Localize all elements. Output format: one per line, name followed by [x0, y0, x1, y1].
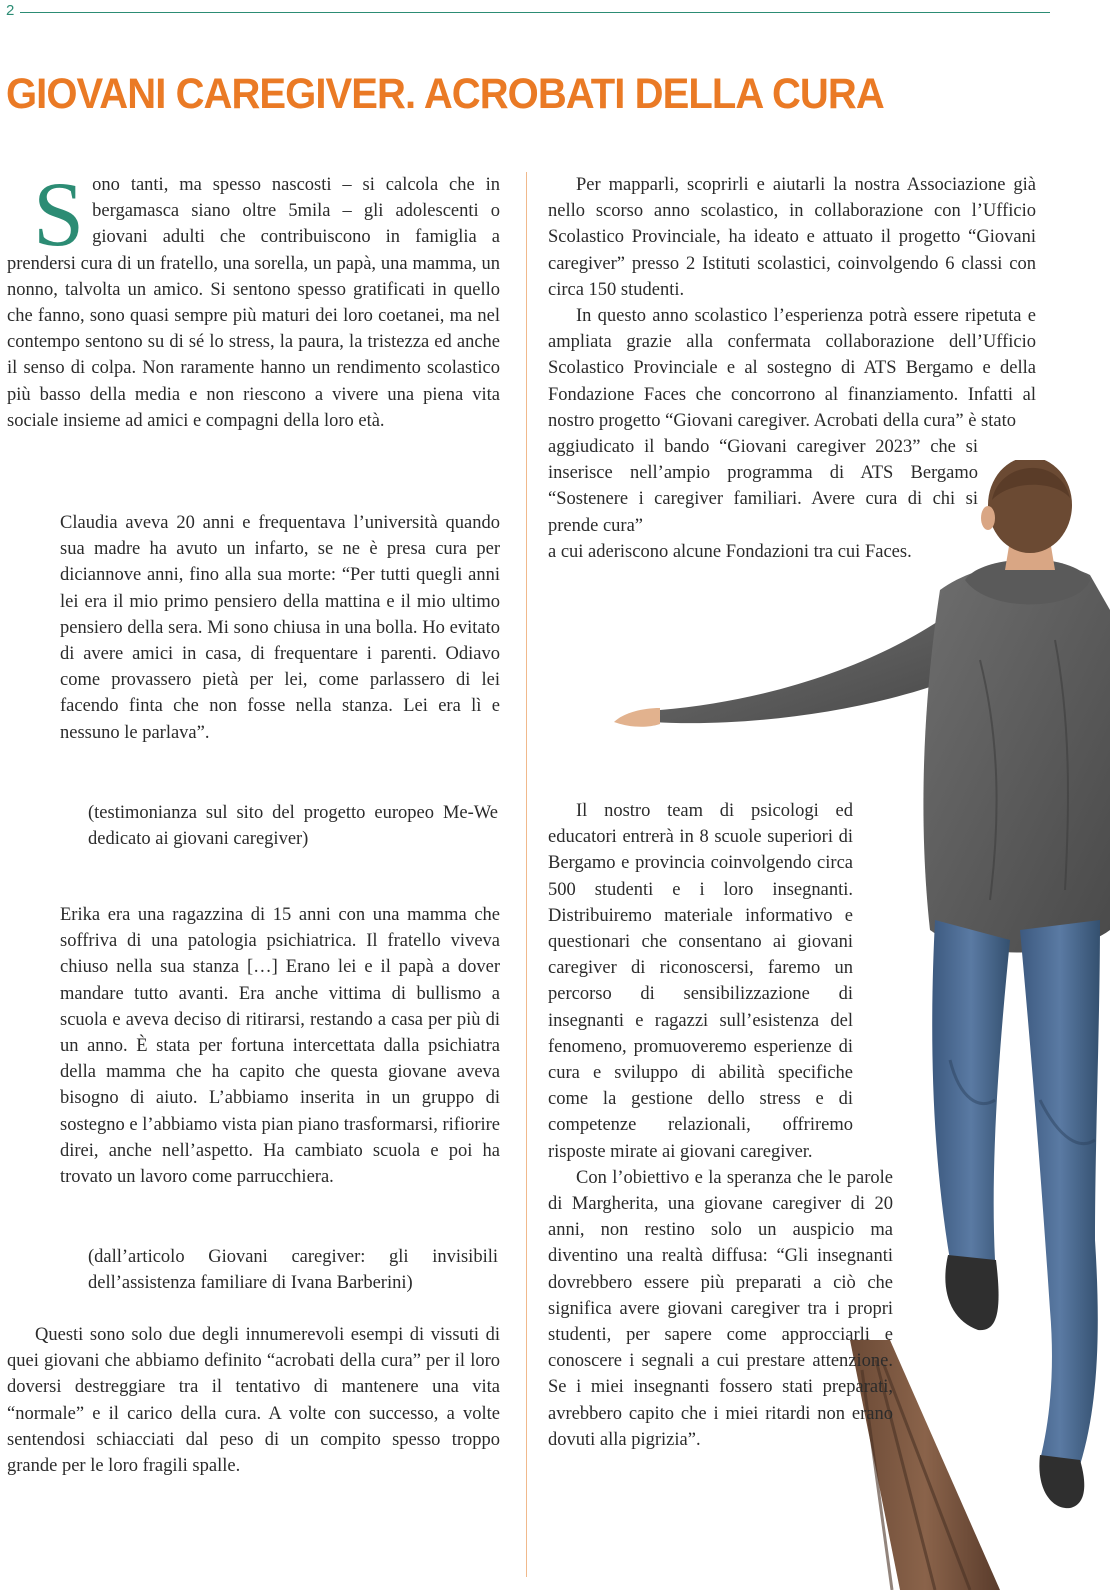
intro-paragraph: [7, 163, 500, 434]
column-divider: [526, 172, 527, 1577]
left-leg: [1020, 920, 1100, 1465]
left-hand: [614, 708, 660, 727]
left-arm: [652, 620, 950, 723]
project-paragraph-2-cont: aggiudicato il bando “Giovani caregiver 2023” che si inserisce nell’ampio programma di ATS Bergamo “Sostenere i caregiver familiari. Avere cura di chi si prende cura”: [548, 437, 978, 536]
testimony-claudia: Claudia aveva 20 anni e frequentava l’università quando sua madre ha avuto un infarto, se ne è presa cura per diciannove anni, fino alla sua morte: “Per tutti quegli anni lei era il mio primo pensiero della mattina e il mio ultimo pensiero della sera. Mi sono chiusa in una bolla. Ho evitato di avere amici in casa, di frequentare i parenti. Odiavo come provassero pietà per lei, come parlassero di lei facendo finta che non fosse nella stanza. Lei era lì e nessuno le parlava”.: [60, 513, 500, 743]
team-description: [548, 798, 918, 1453]
project-paragraph-2-end: a cui aderiscono alcune Fondazioni tra cui Faces.: [548, 541, 912, 562]
team-paragraph: Il nostro team di psicologi ed educatori entrerà in 8 scuole superiori di Bergamo e provincia coinvolgendo circa 500 studenti e i loro insegnanti. Distribuiremo materiale informativo e questionari che consentano ai giovani caregiver di riconoscersi, faremo un percorso di sensibilizzazione di insegnanti e ragazzi sull’esistenza del fenomeno, promuoveremo esperienze di cura e sviluppo di abilità specifiche come la gestione dello stress e di competenze relazionali, offriremo risposte mirate ai giovani caregiver.: [548, 801, 853, 1162]
shoe: [945, 1255, 998, 1330]
project-description: [548, 172, 1036, 565]
intro-text: ono tanti, ma spesso nascosti – si calcola che in bergamasca siano oltre 5mila – gli adolescenti o giovani adulti che contribuiscono in famiglia a prendersi cura di un fratello, una sorella, un papà, una mamma, un nonno, talvolta un amico. Si sentono spesso gratificati in quello che fanno, sono quasi sempre più maturi dei loro coetanei, ma nel contempo sentono su di sé lo stress, la paura, la tristezza ed anche il senso di colpa. Non raramente hanno un rendimento scolastico più basso della media e non riescono a vivere una piena vita sociale insieme ad amici e compagni della loro età.: [7, 175, 500, 431]
closing-text: Questi sono solo due degli innumerevoli esempi di vissuti di quei giovani che abbiamo definito “acrobati della cura” per il loro doversi destreggiare tra il tentativo di mantenere una vita “normale” e il carico della cura. A volte con successo, a volte sentendosi schiacciati dal peso di un compito spesso troppo grande per le loro fragili spalle.: [7, 1325, 500, 1477]
header-rule: [20, 12, 1050, 13]
hoodie-body: [923, 563, 1110, 953]
citation-barberini: (dall’articolo Giovani caregiver: gli invisibili dell’assistenza familiare di Ivana Barberini): [88, 1247, 498, 1294]
project-paragraph-1: Per mapparli, scoprirli e aiutarli la nostra Associazione già nello scorso anno scolastico, in collaborazione con l’Ufficio Scolastico Provinciale, ha ideato e attuato il progetto “Giovani caregiver” presso 2 Istituti scolastici, coinvolgendo 6 classi con circa 150 studenti.: [548, 175, 1036, 300]
shoe: [1039, 1455, 1084, 1508]
right-leg: [932, 920, 1010, 1260]
page-title: GIOVANI CAREGIVER. ACROBATI DELLA CURA: [6, 70, 884, 118]
drop-cap: S: [33, 163, 85, 265]
project-paragraph-2: In questo anno scolastico l’esperienza potrà essere ripetuta e ampliata grazie alla confermata collaborazione dell’Ufficio Scolastico Provinciale e al sostegno di ATS Bergamo e della Fondazione Faces che concorrono al finanziamento. Infatti al nostro progetto “Giovani caregiver. Acrobati della cura” è stato: [548, 306, 1036, 431]
page-number: 2: [6, 2, 15, 19]
testimony-erika: Erika era una ragazzina di 15 anni con una mamma che soffriva di una patologia psichiatrica. Il fratello viveva chiuso nella sua stanza […] Erano lei e il papà a dover mandare tutto avanti. Era anche vittima di bullismo a scuola e aveva deciso di ritirarsi, restando a casa per più di un anno. È stata per fortuna intercettata dalla psichiatra della mamma che ha capito che questa giovane aveva bisogno di aiuto. L’abbiamo inserita in un gruppo di sostegno e l’abbiamo vista pian piano trasformarsi, rifiorire direi, anche nell’aspetto. Ha cambiato scuola e poi ha trovato un lavoro come parrucchiera.: [60, 905, 500, 1188]
margherita-paragraph: Con l’obiettivo e la speranza che le parole di Margherita, una giovane caregiver di 20 anni, non restino solo un auspicio ma diventino una realtà diffusa: “Gli insegnanti dovrebbero essere più preparati a ciò che significa avere giovani caregiver tra i propri studenti, per sapere come approcciarli e conoscere i segnali a cui prestare attenzione. Se i miei insegnanti fossero stati preparati, avrebbero capito che i miei ritardi non erano dovuti alla pigrizia”.: [548, 1167, 893, 1450]
citation-me-we: (testimonianza sul sito del progetto europeo Me-We dedicato ai giovani caregiver): [88, 803, 498, 850]
closing-paragraph: [7, 1322, 500, 1479]
